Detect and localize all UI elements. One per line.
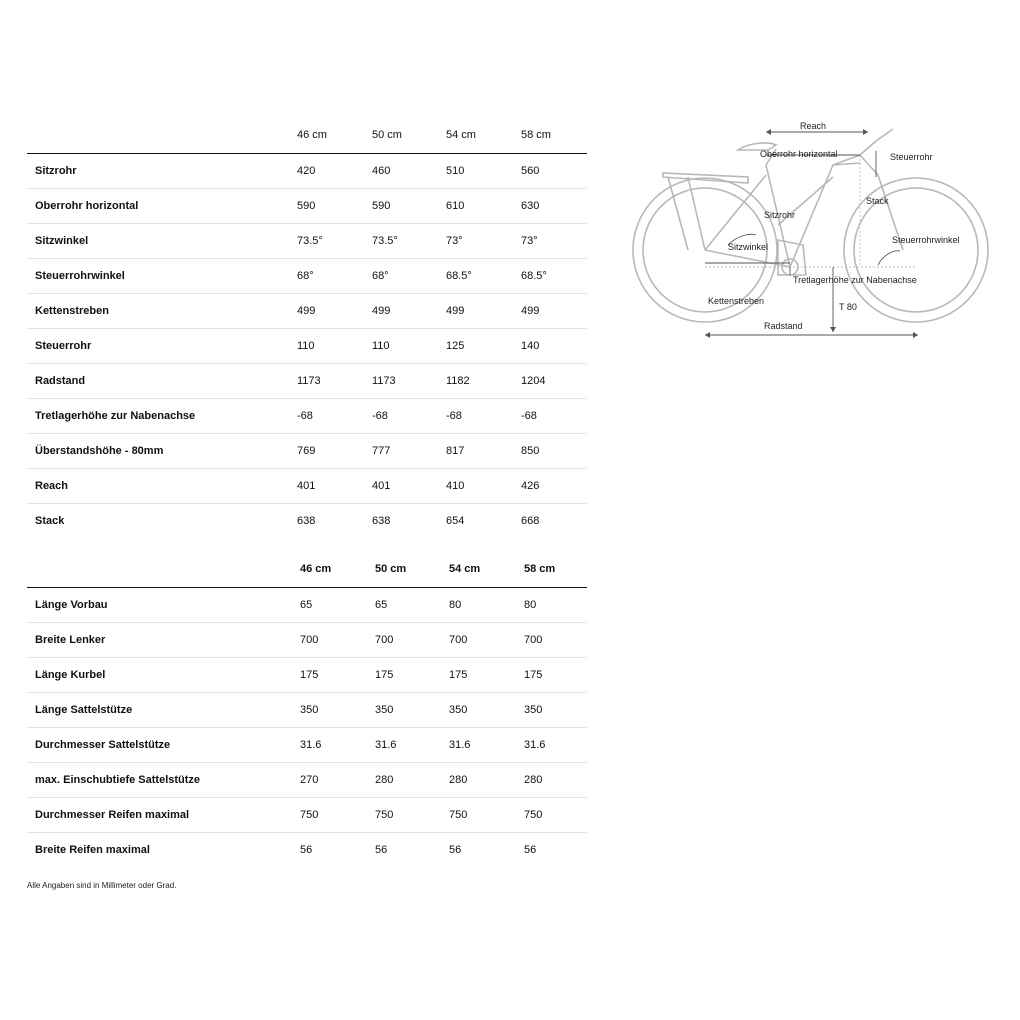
row-value: 750 xyxy=(375,798,449,833)
row-value: 1204 xyxy=(521,364,587,399)
row-label: Länge Kurbel xyxy=(27,658,300,693)
geometry-row xyxy=(27,399,587,434)
row-value: 700 xyxy=(449,623,524,658)
row-value: 175 xyxy=(375,658,449,693)
row-label: Sitzrohr xyxy=(27,154,297,189)
row-value: 510 xyxy=(446,154,521,189)
components-table-body xyxy=(27,588,587,868)
row-value: 68.5° xyxy=(521,259,587,294)
row-label: Reach xyxy=(27,469,297,504)
row-value: -68 xyxy=(372,399,446,434)
row-value: 73° xyxy=(521,224,587,259)
row-value: 700 xyxy=(524,623,587,658)
row-value: 638 xyxy=(372,515,391,527)
standover-label: T 80 xyxy=(839,302,857,312)
bb-drop-label: Tretlagerhöhe zur Nabenachse xyxy=(793,275,917,285)
row-value: 31.6 xyxy=(524,728,587,763)
row-value: 499 xyxy=(372,294,446,329)
row-value: 499 xyxy=(297,294,372,329)
row-value: 426 xyxy=(521,469,587,504)
row-label: Steuerrohr xyxy=(27,329,297,364)
row-value: 590 xyxy=(297,189,372,224)
components-table xyxy=(27,551,587,867)
row-value: 750 xyxy=(300,798,375,833)
row-value: 777 xyxy=(372,434,446,469)
row-value: 31.6 xyxy=(449,728,524,763)
geometry-table xyxy=(27,117,587,538)
size-header: 54 cm xyxy=(449,551,524,588)
row-value: 110 xyxy=(297,329,372,364)
geometry-row xyxy=(27,154,587,189)
head-angle-label: Steuerrohrwinkel xyxy=(892,235,960,245)
size-header: 50 cm xyxy=(372,117,446,154)
row-label: Radstand xyxy=(27,364,297,399)
geometry-header-spacer xyxy=(27,117,297,154)
row-value: 1182 xyxy=(446,364,521,399)
row-value: 750 xyxy=(524,798,587,833)
row-value: -68 xyxy=(521,399,587,434)
row-value: 630 xyxy=(521,189,587,224)
row-label: Durchmesser Sattelstütze xyxy=(27,728,300,763)
component-row xyxy=(27,588,587,623)
row-value: 73.5° xyxy=(372,224,446,259)
bicycle-frame-icon xyxy=(628,115,993,345)
geometry-row xyxy=(27,259,587,294)
row-value: 56 xyxy=(300,844,313,856)
geometry-row xyxy=(27,469,587,504)
size-header: 46 cm xyxy=(300,551,375,588)
row-value: 175 xyxy=(524,658,587,693)
row-label: Durchmesser Reifen maximal xyxy=(27,798,300,833)
row-value: 350 xyxy=(300,693,375,728)
row-value: -68 xyxy=(297,399,372,434)
row-label: Stack xyxy=(35,515,65,527)
row-value: -68 xyxy=(446,399,521,434)
dimension-lines xyxy=(705,129,918,338)
component-row xyxy=(27,728,587,763)
geometry-row xyxy=(27,504,587,539)
row-value: 700 xyxy=(375,623,449,658)
geometry-row xyxy=(27,189,587,224)
row-label: Sitzwinkel xyxy=(27,224,297,259)
row-label: Länge Vorbau xyxy=(27,588,300,623)
row-label: Tretlagerhöhe zur Nabenachse xyxy=(27,399,297,434)
row-value: 175 xyxy=(449,658,524,693)
row-value: 499 xyxy=(521,294,587,329)
row-value: 73.5° xyxy=(297,224,372,259)
row-value: 68° xyxy=(297,259,372,294)
row-value: 700 xyxy=(300,623,375,658)
component-row xyxy=(27,763,587,798)
component-row xyxy=(27,693,587,728)
row-value: 56 xyxy=(524,844,537,856)
row-value: 350 xyxy=(524,693,587,728)
components-header-row xyxy=(27,551,587,588)
row-value: 590 xyxy=(372,189,446,224)
row-value: 73° xyxy=(446,224,521,259)
row-value: 1173 xyxy=(297,364,372,399)
component-row xyxy=(27,658,587,693)
geometry-header-row xyxy=(27,117,587,154)
row-value: 350 xyxy=(449,693,524,728)
size-header: 46 cm xyxy=(297,117,372,154)
row-value: 175 xyxy=(300,658,375,693)
row-value: 460 xyxy=(372,154,446,189)
row-value: 65 xyxy=(375,588,449,623)
row-label: Steuerrohrwinkel xyxy=(27,259,297,294)
row-value: 668 xyxy=(521,515,540,527)
row-value: 80 xyxy=(524,588,587,623)
row-value: 280 xyxy=(449,763,524,798)
component-row xyxy=(27,798,587,833)
row-label: Überstandshöhe - 80mm xyxy=(27,434,297,469)
row-value: 401 xyxy=(372,469,446,504)
row-label: Kettenstreben xyxy=(27,294,297,329)
row-value: 499 xyxy=(446,294,521,329)
row-label: Breite Reifen maximal xyxy=(35,844,150,856)
wheelbase-label: Radstand xyxy=(764,321,803,331)
row-value: 125 xyxy=(446,329,521,364)
row-label: Breite Lenker xyxy=(27,623,300,658)
row-value: 280 xyxy=(524,763,587,798)
row-value: 65 xyxy=(300,588,375,623)
row-label: Länge Sattelstütze xyxy=(27,693,300,728)
row-value: 817 xyxy=(446,434,521,469)
top-tube-label: Oberrohr horizontal xyxy=(760,149,838,159)
row-value: 1173 xyxy=(372,364,446,399)
row-value: 110 xyxy=(372,329,446,364)
row-value: 420 xyxy=(297,154,372,189)
stack-label: Stack xyxy=(866,196,889,206)
row-value: 750 xyxy=(449,798,524,833)
seat-angle-label: Sitzwinkel xyxy=(728,242,769,252)
size-header: 54 cm xyxy=(446,117,521,154)
row-value: 68.5° xyxy=(446,259,521,294)
component-row xyxy=(27,833,587,868)
reach-label: Reach xyxy=(800,121,827,131)
size-header: 50 cm xyxy=(375,551,449,588)
row-value: 410 xyxy=(446,469,521,504)
row-value: 56 xyxy=(449,844,462,856)
component-row xyxy=(27,623,587,658)
row-label: Oberrohr horizontal xyxy=(27,189,297,224)
row-value: 769 xyxy=(297,434,372,469)
head-tube-label: Steuerrohr xyxy=(890,152,933,162)
chainstay-label: Kettenstreben xyxy=(708,296,765,306)
row-value: 140 xyxy=(521,329,587,364)
row-value: 638 xyxy=(297,515,316,527)
geometry-table-body xyxy=(27,154,587,539)
geometry-row xyxy=(27,224,587,259)
size-header: 58 cm xyxy=(521,117,587,154)
row-value: 654 xyxy=(446,515,465,527)
seat-tube-label: Sitzrohr xyxy=(764,210,796,220)
row-value: 560 xyxy=(521,154,587,189)
row-value: 350 xyxy=(375,693,449,728)
row-value: 31.6 xyxy=(300,728,375,763)
row-value: 56 xyxy=(375,844,388,856)
row-value: 270 xyxy=(300,763,375,798)
row-value: 80 xyxy=(449,588,524,623)
geometry-row xyxy=(27,294,587,329)
row-value: 31.6 xyxy=(375,728,449,763)
row-value: 401 xyxy=(297,469,372,504)
row-value: 850 xyxy=(521,434,587,469)
row-label: max. Einschubtiefe Sattelstütze xyxy=(27,763,300,798)
geometry-row xyxy=(27,364,587,399)
row-value: 610 xyxy=(446,189,521,224)
components-header-spacer xyxy=(27,551,300,588)
row-value: 280 xyxy=(375,763,449,798)
row-value: 68° xyxy=(372,259,446,294)
geometry-row xyxy=(27,434,587,469)
footnote: Alle Angaben sind in Millimeter oder Grad. xyxy=(27,881,177,890)
size-header: 58 cm xyxy=(524,551,587,588)
geometry-row xyxy=(27,329,587,364)
